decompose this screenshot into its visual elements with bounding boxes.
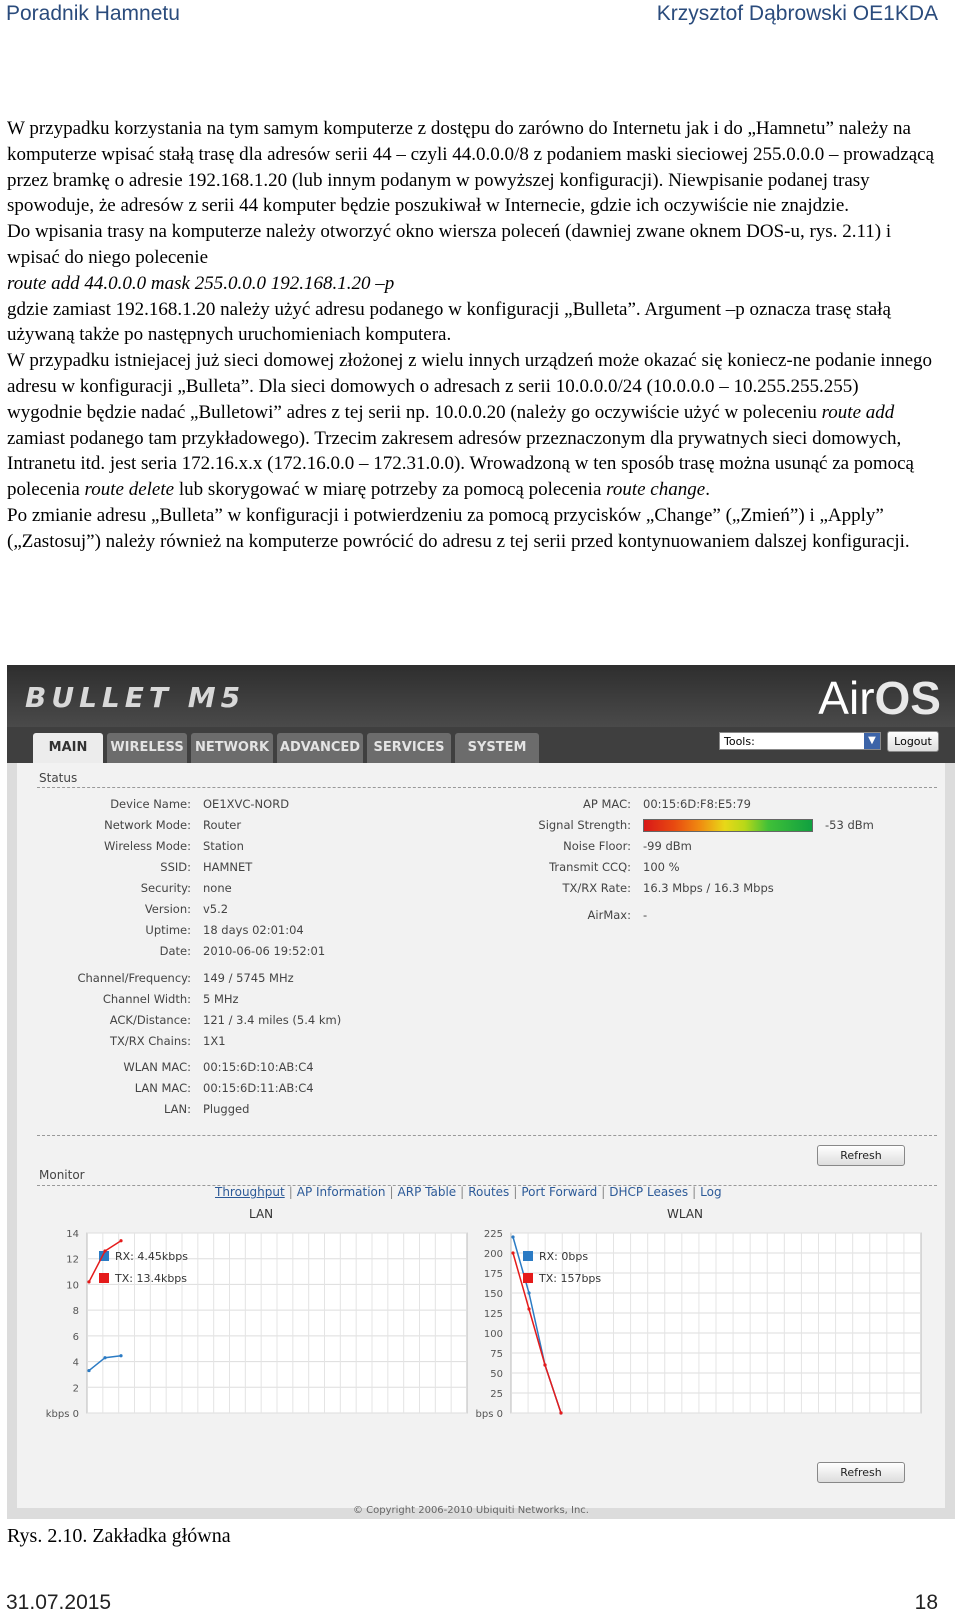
main-panel: [17, 763, 945, 1508]
ap-mac-label: AP MAC:: [583, 797, 631, 811]
wlan-y-tick: 225: [483, 1229, 503, 1240]
status-bottom-divider: [37, 1135, 937, 1136]
wlan-y-tick: 100: [483, 1329, 503, 1340]
airos-logo-os: OS: [874, 672, 941, 724]
paragraph-4: gdzie zamiast 192.168.1.20 należy użyć adresu podanego w konfiguracji „Bulleta”. Argument –p oznacza trasę stałą używaną także po następnych uruchomieniach komputera.: [7, 298, 891, 346]
bullet-logo: BULLET M5: [25, 681, 246, 714]
wlan-legend-swatch-tx: [523, 1273, 533, 1283]
wlan-chart: [473, 1225, 933, 1425]
tab-network[interactable]: NETWORK: [191, 733, 273, 763]
status-label: Security:: [140, 881, 191, 895]
wlan-legend-swatch-rx: [523, 1251, 533, 1261]
status-label: Channel Width:: [102, 992, 191, 1006]
lan-y-tick: 10: [66, 1280, 79, 1292]
airmax-label: AirMax:: [587, 908, 631, 922]
lan-y-tick: 12: [66, 1254, 79, 1266]
airos-logo: [818, 671, 941, 725]
status-value: Station: [203, 839, 244, 853]
lan-legend-swatch-tx: [99, 1273, 109, 1283]
p5-part-a: W przypadku istniejacej już sieci domowej złożonej z wielu innych urządzeń może okazać się koniecz-ne podanie innego adresu w konfiguracji „Bulleta”. Dla sieci domowych o adresach z serii 10.0.0.0/24 (10.0.0.0 – 10.255.255.255) wygodnie będzie nadać „Bulletowi” adres z tej serii np. 10.0.0.20 (należy go oczywiście użyć w poleceniu: [7, 350, 932, 423]
wlan-point-tx: [511, 1251, 514, 1254]
wlan-y-tick: 200: [483, 1249, 503, 1260]
lan-y-tick: 2: [72, 1383, 79, 1395]
p5-part-d: .: [705, 479, 710, 501]
logout-button[interactable]: Logout: [887, 731, 939, 752]
status-label: Version:: [144, 902, 191, 916]
status-label: TX/RX Chains:: [109, 1034, 191, 1048]
wlan-point-rx: [511, 1235, 514, 1238]
airos-logo-air: Air: [818, 672, 875, 724]
footer-date: 31.07.2015: [6, 1591, 112, 1614]
lan-point-rx: [103, 1356, 106, 1359]
wlan-point-tx: [543, 1363, 546, 1366]
signal-strength-value: -53 dBm: [825, 818, 874, 832]
link-arp-table[interactable]: ARP Table: [397, 1185, 457, 1199]
status-value: v5.2: [203, 902, 229, 916]
status-label: WLAN MAC:: [123, 1060, 191, 1074]
wlan-y-tick: 150: [483, 1289, 503, 1300]
lan-y-tick: 6: [72, 1331, 79, 1343]
lan-chart: [35, 1225, 475, 1425]
status-value: 5 MHz: [203, 992, 239, 1006]
paragraph-5: [7, 348, 937, 503]
status-value: 2010-06-06 19:52:01: [203, 944, 326, 958]
command-line: [7, 271, 937, 297]
paragraph-6: Po zmianie adresu „Bulleta” w konfiguracji i potwierdzeniu za pomocą przycisków „Change” („Zmień”) i „Apply” („Zastosuj”) należy również na komputerze powrócić do adresu z tej serii przed kontynuowaniem dalszej konfiguracji.: [7, 504, 910, 552]
tx-rx-rate-label: TX/RX Rate:: [562, 881, 631, 895]
signal-strength-label: Signal Strength:: [538, 818, 631, 832]
status-value: Plugged: [203, 1102, 250, 1116]
refresh-monitor-button[interactable]: Refresh: [817, 1462, 905, 1483]
status-value: 18 days 02:01:04: [203, 923, 304, 937]
p5-part-b: zamiast podanego tam przykładowego). Trzecim zakresem adresów przeznaczonym dla prywatnych sieci domowych, Intranetu itd. jest seria 172.16.x.x (172.16.0.0 – 172.31.0.0). Wrowadzoną w ten sposób trasę można usunąć za pomocą polecenia: [7, 427, 914, 501]
tx-rx-rate-value: 16.3 Mbps / 16.3 Mbps: [643, 881, 774, 895]
tab-main[interactable]: MAIN: [33, 733, 103, 763]
wlan-y-tick: 50: [490, 1369, 503, 1380]
monitor-title: Monitor: [39, 1168, 85, 1182]
lan-y-tick: 8: [72, 1306, 79, 1318]
noise-floor-value: -99 dBm: [643, 839, 692, 853]
status-value: 00:15:6D:10:AB:C4: [203, 1060, 314, 1074]
wlan-legend-rx: RX: 0bps: [539, 1250, 589, 1263]
p5-part-c: lub skorygować w miarę potrzeby za pomocą polecenia: [174, 479, 607, 501]
status-title: Status: [39, 771, 78, 785]
figure-caption: Rys. 2.10. Zakładka główna: [7, 1525, 231, 1547]
airos-screenshot: [7, 665, 955, 1519]
wlan-legend-tx: TX: 157bps: [539, 1272, 602, 1285]
tab-system[interactable]: SYSTEM: [455, 733, 539, 763]
status-value: HAMNET: [203, 860, 253, 874]
page-header: [0, 0, 960, 28]
ap-mac-value: 00:15:6D:F8:E5:79: [643, 797, 751, 811]
transmit-ccq-label: Transmit CCQ:: [549, 860, 631, 874]
status-value: 00:15:6D:11:AB:C4: [203, 1081, 314, 1095]
link-log[interactable]: Log: [700, 1185, 722, 1199]
status-label: Uptime:: [145, 923, 191, 937]
status-value: 149 / 5745 MHz: [203, 971, 294, 985]
noise-floor-label: Noise Floor:: [563, 839, 631, 853]
paragraph-1: W przypadku korzystania na tym samym komputerze z dostępu do zarówno do Internetu jak i do „Hamnetu” należy na komputerze wpisać stałą trasę dla adresów serii 44 – czyli 44.0.0.0/8 z podaniem maski sieciowej 255.0.0.0 – prowadzącą przez bramkę o adresie 192.168.1.20 (lub innym podanym w powyższej konfiguracji). Niewpisanie podanej trasy spowoduje, że adresów z serii 44 komputer będzie poszukiwał w Internecie, gdzie ich oczywiście nie znajdzie.: [7, 118, 935, 217]
link-dhcp-leases[interactable]: DHCP Leases: [609, 1185, 689, 1199]
lan-y-tick: 14: [66, 1229, 79, 1240]
status-label: Channel/Frequency:: [77, 971, 191, 985]
tools-select[interactable]: [719, 732, 881, 750]
wlan-y-tick: bps 0: [475, 1409, 503, 1420]
status-label: Network Mode:: [104, 818, 191, 832]
link-throughput[interactable]: Throughput: [215, 1185, 285, 1199]
status-value: OE1XVC-NORD: [203, 797, 290, 811]
airmax-value: -: [643, 908, 648, 922]
wlan-y-tick: 125: [483, 1309, 503, 1320]
copyright-text: © Copyright 2006-2010 Ubiquiti Networks, Inc.: [353, 1505, 589, 1516]
lan-legend-tx: TX: 13.4kbps: [115, 1272, 188, 1285]
chevron-down-icon[interactable]: ▼: [864, 733, 880, 749]
airos-banner: [7, 665, 955, 727]
status-label: LAN:: [163, 1102, 191, 1116]
route-add-command: route add 44.0.0.0 mask 255.0.0.0 192.168.1.20 –p: [7, 272, 395, 294]
p5-route-change: route change: [606, 479, 706, 501]
tab-services[interactable]: SERVICES: [367, 733, 451, 763]
status-label: SSID:: [160, 860, 191, 874]
paragraph-2: Do wpisania trasy na komputerze należy otworzyć okno wiersza poleceń (dawniej zwane oknem DOS-u, rys. 2.11) i wpisać do niego polecenie: [7, 221, 892, 268]
status-value: Router: [203, 818, 242, 832]
lan-y-tick: 4: [72, 1357, 79, 1369]
header-title: Poradnik Hamnetu: [6, 2, 180, 25]
wlan-y-tick: 75: [490, 1349, 503, 1360]
status-value: 1X1: [203, 1034, 226, 1048]
lan-point-rx: [87, 1369, 90, 1372]
status-label: Date:: [159, 944, 191, 958]
header-author: Krzysztof Dąbrowski OE1KDA: [656, 2, 938, 25]
wlan-point-tx: [527, 1307, 530, 1310]
wlan-point-tx: [559, 1411, 562, 1414]
wlan-point-rx: [527, 1291, 530, 1294]
signal-strength-bar: [643, 819, 813, 832]
link-routes[interactable]: Routes: [468, 1185, 510, 1199]
lan-point-rx: [119, 1354, 122, 1357]
link-ap-information[interactable]: AP Information: [296, 1185, 386, 1199]
tab-advanced[interactable]: ADVANCED: [277, 733, 363, 763]
status-divider: [37, 787, 937, 788]
wlan-y-tick: 175: [483, 1269, 503, 1280]
monitor-links: Throughput | AP Information | ARP Table | Routes | Port Forward | DHCP Leases | Log: [215, 1185, 722, 1199]
lan-point-tx: [103, 1249, 106, 1252]
lan-chart-title: LAN: [249, 1207, 274, 1221]
transmit-ccq-value: 100 %: [643, 860, 680, 874]
copyright-bar: [7, 1505, 955, 1519]
wlan-y-tick: 25: [490, 1389, 503, 1400]
lan-legend-rx: RX: 4.45kbps: [115, 1250, 188, 1263]
refresh-status-button[interactable]: Refresh: [817, 1145, 905, 1166]
link-port-forward[interactable]: Port Forward: [521, 1185, 598, 1199]
lan-y-tick: kbps 0: [45, 1409, 79, 1420]
status-label: Device Name:: [110, 797, 191, 811]
wlan-chart-title: WLAN: [667, 1207, 704, 1221]
p5-route-delete: route delete: [84, 479, 175, 501]
body-text: [7, 116, 937, 555]
status-label: Wireless Mode:: [104, 839, 191, 853]
p5-route-add: route add: [821, 401, 895, 423]
status-label: ACK/Distance:: [109, 1013, 191, 1027]
status-value: 121 / 3.4 miles (5.4 km): [203, 1013, 342, 1027]
lan-point-tx: [119, 1239, 122, 1242]
status-label: LAN MAC:: [134, 1081, 191, 1095]
footer-page-number: 18: [914, 1591, 938, 1614]
lan-point-tx: [87, 1280, 90, 1283]
status-value: none: [203, 881, 232, 895]
tools-label: Tools:: [724, 735, 755, 748]
tab-wireless[interactable]: WIRELESS: [107, 733, 187, 763]
